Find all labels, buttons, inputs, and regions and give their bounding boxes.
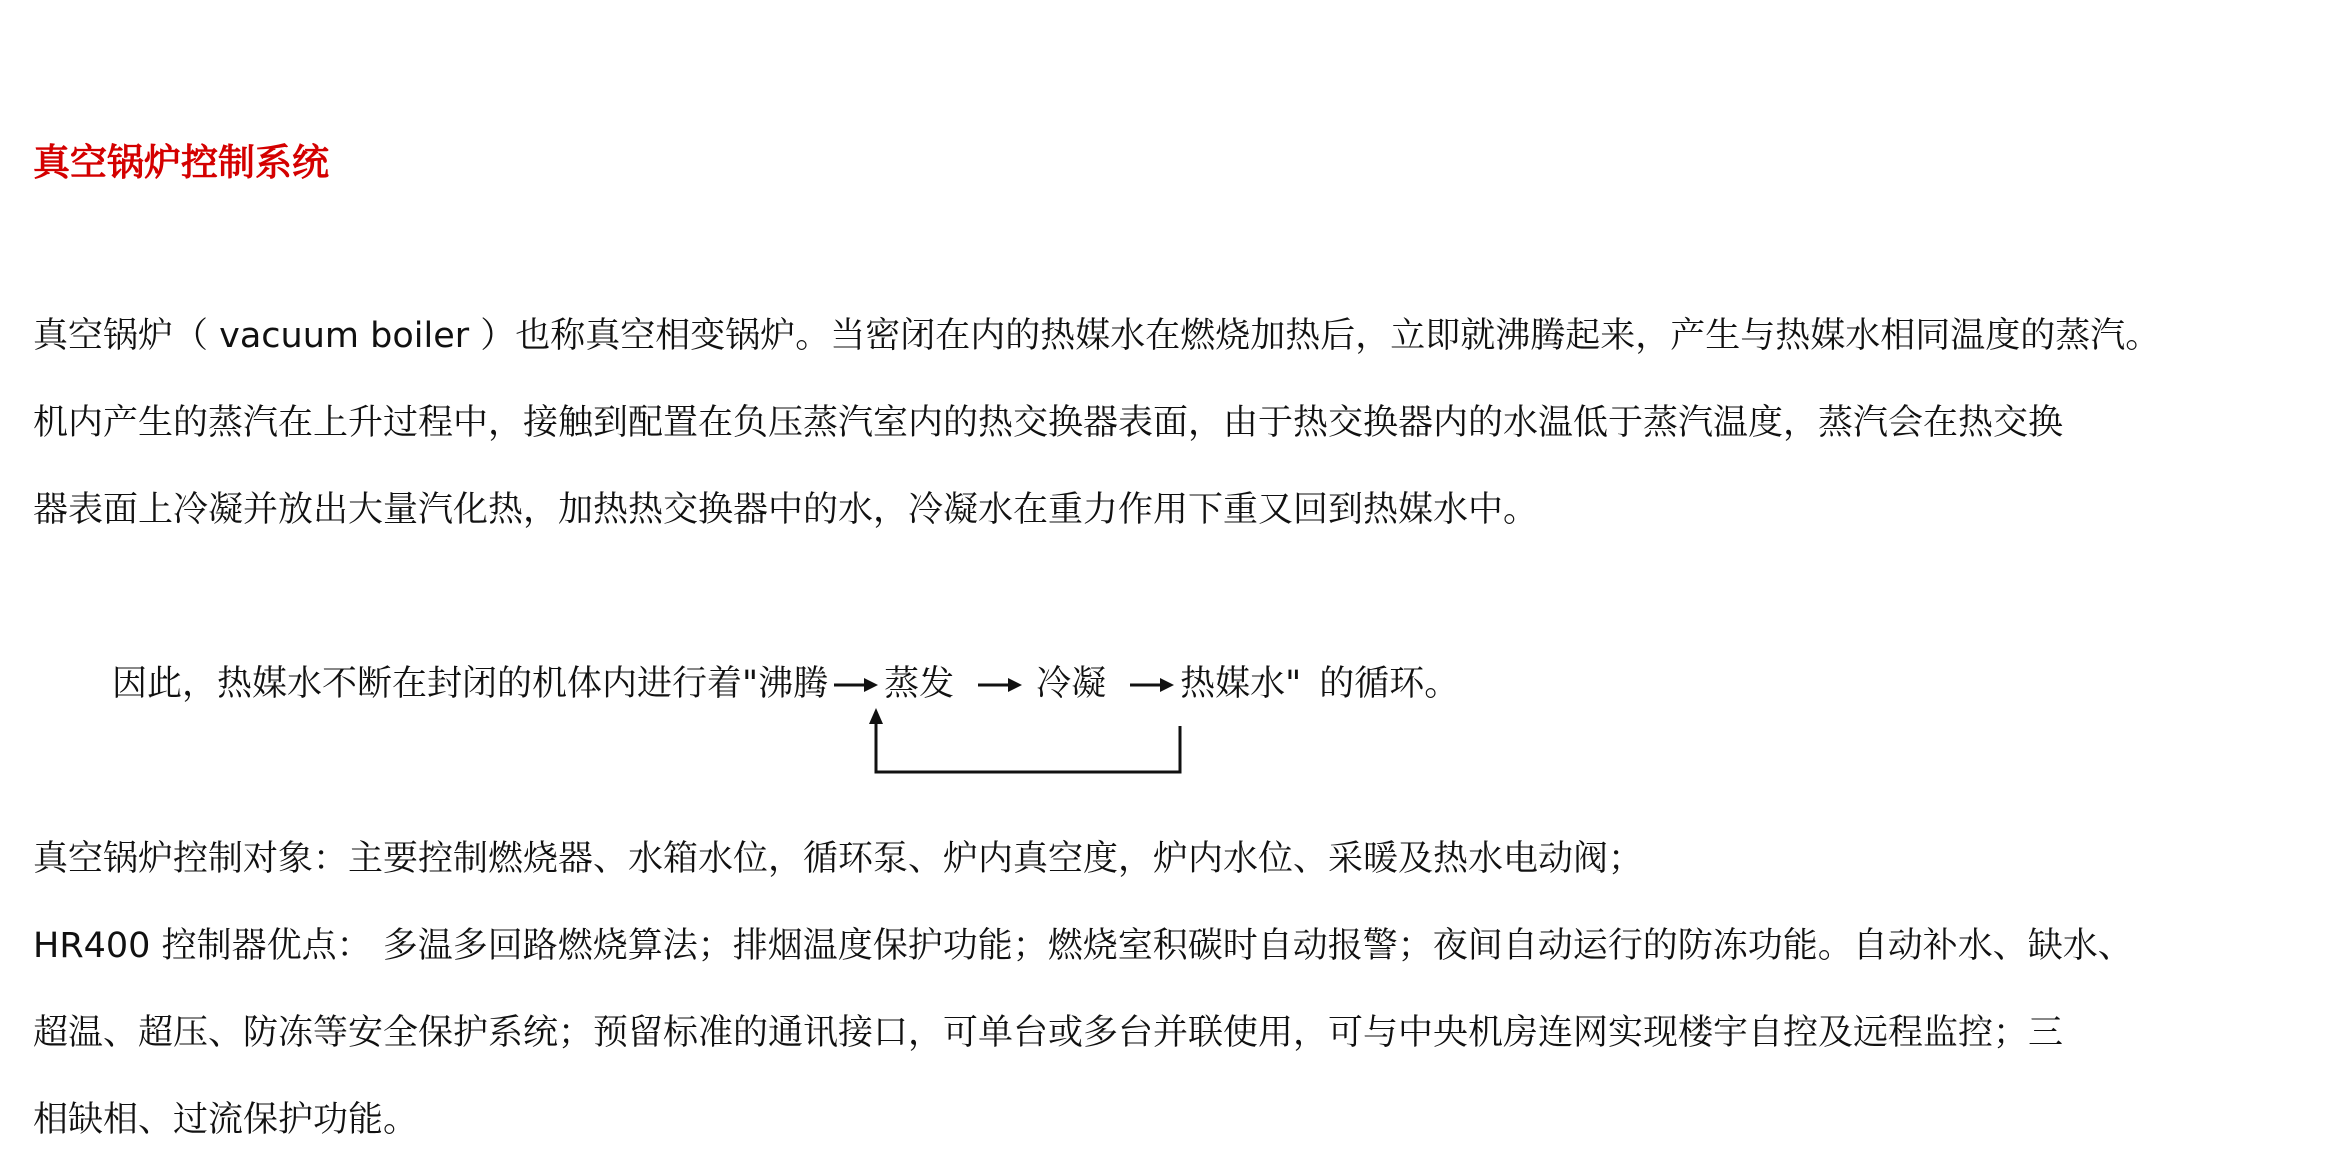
cycle-step-heat-medium-water: 热媒水"	[1180, 664, 1302, 704]
cycle-prefix: 因此，热媒水不断在封闭的机体内进行着"沸腾	[112, 664, 829, 704]
intro-line-3: 器表面上冷凝并放出大量汽化热，加热热交换器中的水，冷凝水在重力作用下重又回到热媒水中。	[33, 490, 1539, 530]
intro-line-2: 机内产生的蒸汽在上升过程中，接触到配置在负压蒸汽室内的热交换器表面，由于热交换器内的水温低于蒸汽温度，蒸汽会在热交换	[33, 403, 2064, 443]
intro-line-1: 真空锅炉（ vacuum boiler ）也称真空相变锅炉。当密闭在内的热媒水在燃烧加热后，立即就沸腾起来，产生与热媒水相同温度的蒸汽。	[33, 316, 2161, 356]
page-title: 真空锅炉控制系统	[33, 141, 329, 184]
right-arrow-icon	[1130, 675, 1174, 695]
right-arrow-icon	[978, 675, 1022, 695]
cycle-step-condense: 冷凝	[1036, 664, 1107, 704]
advantages-line-2: 超温、超压、防冻等安全保护系统；预留标准的通讯接口，可单台或多台并联使用，可与中央机房连网实现楼宇自控及远程监控；三	[33, 1013, 2064, 1053]
cycle-suffix: 的循环。	[1319, 664, 1460, 704]
right-arrow-icon	[834, 675, 878, 695]
advantages-line-1: HR400 控制器优点： 多温多回路燃烧算法；排烟温度保护功能；燃烧室积碳时自动报警；夜间自动运行的防冻功能。自动补水、缺水、	[33, 926, 2133, 966]
advantages-line-3: 相缺相、过流保护功能。	[33, 1100, 419, 1140]
cycle-step-evaporate: 蒸发	[884, 664, 955, 704]
control-objects-line: 真空锅炉控制对象：主要控制燃烧器、水箱水位，循环泵、炉内真空度，炉内水位、采暖及热水电动阀；	[33, 839, 1644, 879]
cycle-return-arrow-icon	[860, 708, 1200, 778]
cycle-line	[112, 661, 1459, 707]
